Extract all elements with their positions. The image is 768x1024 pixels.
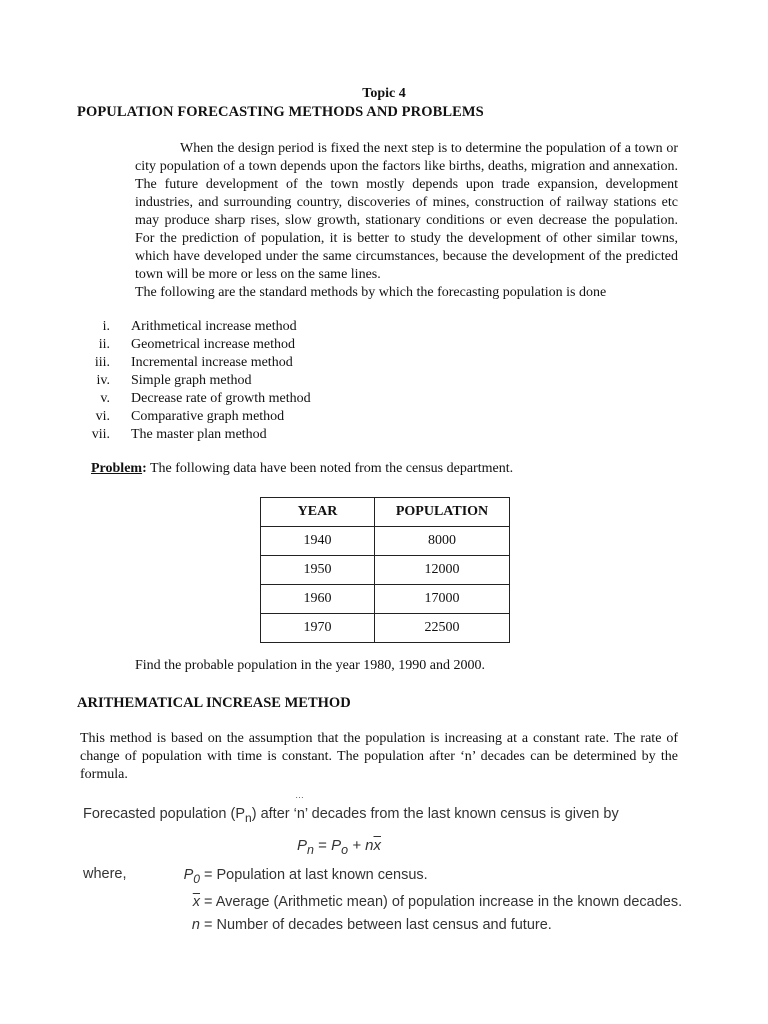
table-row (261, 556, 510, 585)
list-number: vi. (95, 409, 110, 424)
formula-p0-sub: o (341, 843, 349, 857)
cell-population: 22500 (375, 614, 510, 643)
formula-lhs-sub: n (307, 843, 314, 857)
formula-p0: P (331, 837, 342, 854)
section-heading: ARITHEMATICAL INCREASE METHOD (77, 695, 351, 711)
list-label: Geometrical increase method (131, 337, 296, 352)
list-item (80, 408, 311, 426)
definition-text: = Population at last known census. (204, 867, 428, 883)
cell-year: 1960 (261, 585, 375, 614)
definition-item (180, 891, 682, 914)
definition-symbol: n (191, 916, 200, 933)
definition-text: = Average (Arithmetic mean) of population increase in the known decades. (204, 893, 683, 910)
cell-population: 17000 (375, 585, 510, 614)
forecast-text-post: ) after ‘n’ decades from the last known census is given by (251, 806, 619, 822)
list-label: Incremental increase method (131, 355, 293, 370)
list-label: The master plan method (131, 427, 267, 442)
where-label: where, (83, 866, 127, 882)
column-header-year: YEAR (261, 498, 375, 527)
formula-lhs: P (297, 837, 308, 854)
topic-label: Topic 4 (362, 86, 406, 101)
list-item (80, 318, 311, 336)
intro-paragraph (135, 140, 678, 302)
intro-text: When the design period is fixed the next step is to determine the population of a town or city population of a town depends upon the factors like births, deaths, migration and annexation. The future development of the town mostly depends upon trade expansion, development industries, and surrounding country, discoveries of mines, construction of railway stations etc may produce sharp rises, slow growth, stationary conditions or even decrease the population. For the prediction of population, it is better to study the development of other similar towns, which have developed under the same circumstances, because the development of the predicted town will be more or less on the same lines. (135, 141, 678, 282)
list-item (80, 426, 311, 444)
problem-label: Problem (91, 461, 143, 476)
definition-symbol: $\overline{x}$ (192, 893, 200, 910)
list-item (80, 390, 311, 408)
formula-equals: = (313, 837, 332, 854)
forecast-subscript: n (245, 810, 252, 825)
definition-symbol (180, 864, 204, 891)
formula-plus-n: + n (348, 837, 374, 854)
page-title: POPULATION FORECASTING METHODS AND PROBLEMS (77, 104, 484, 120)
formula (297, 837, 381, 857)
column-header-population: POPULATION (375, 498, 510, 527)
problem-text: The following data have been noted from the census department. (146, 461, 514, 476)
method-description: This method is based on the assumption that the population is increasing at a constant rate. The rate of change of population with time is constant. The population after ‘n’ decades can be determined by the formula. (80, 731, 678, 782)
definitions-list (180, 864, 682, 937)
table-row (261, 527, 510, 556)
methods-list (80, 318, 311, 444)
cell-year: 1970 (261, 614, 375, 643)
list-item (80, 372, 311, 390)
list-number: i. (102, 319, 110, 334)
intro-lead-in: The following are the standard methods by which the forecasting population is done (135, 285, 607, 300)
list-number: v. (100, 391, 110, 406)
table-row (261, 585, 510, 614)
definition-item (180, 864, 682, 891)
formula-xbar: $\overline{x}$ (373, 837, 381, 854)
list-label: Arithmetical increase method (131, 319, 297, 334)
scan-mark: … (295, 790, 304, 800)
definition-item (180, 914, 682, 937)
table-header-row (261, 498, 510, 527)
list-number: iii. (94, 355, 110, 370)
cell-population: 8000 (375, 527, 510, 556)
census-table (260, 497, 510, 643)
cell-population: 12000 (375, 556, 510, 585)
table-row (261, 614, 510, 643)
symbol-subscript: 0 (193, 871, 200, 886)
cell-year: 1940 (261, 527, 375, 556)
list-number: ii. (98, 337, 110, 352)
list-number: vii. (91, 427, 110, 442)
forecast-text-pre: Forecasted population (P (83, 806, 246, 822)
problem-question: Find the probable population in the year 1980, 1990 and 2000. (135, 658, 485, 673)
list-label: Decrease rate of growth method (131, 391, 311, 406)
list-item (80, 354, 311, 372)
problem-statement (91, 461, 513, 477)
list-label: Simple graph method (131, 373, 252, 388)
cell-year: 1950 (261, 556, 375, 585)
list-label: Comparative graph method (131, 409, 285, 424)
symbol-letter: P (183, 867, 194, 883)
list-item (80, 336, 311, 354)
forecast-statement (83, 806, 619, 825)
problem-colon: : (142, 461, 147, 476)
definition-text: = Number of decades between last census and future. (204, 916, 552, 933)
list-number: iv. (96, 373, 110, 388)
